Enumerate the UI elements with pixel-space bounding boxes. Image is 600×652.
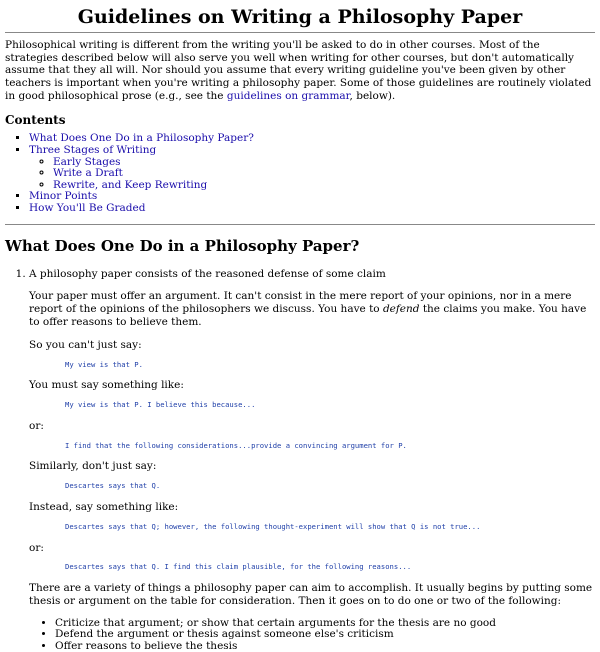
- toc-link-minor-points[interactable]: Minor Points: [29, 190, 98, 203]
- intro-text: Philosophical writing is different from the writing you'll be asked to do in other courses. Most of the strategies described below will also serve you well when writing for other courses, but don't automatically assume that they all will. Nor should you assume that every writing guideline you've been given by other teachers is important when you're writing a philosophy paper. Some of those guidelines are routinely violated in good philosophical prose (e.g., see the: [5, 38, 592, 102]
- example-code: My view is that P. I believe this because...: [65, 400, 256, 410]
- toc-item: [29, 145, 595, 191]
- cant-say-label: So you can't just say:: [29, 338, 142, 351]
- toc-link-early-stages[interactable]: Early Stages: [53, 155, 121, 168]
- emphasis-defend: defend: [382, 303, 420, 316]
- list-item: • Offer reasons to believe the thesis: [55, 641, 595, 652]
- toc-link-write-draft[interactable]: Write a Draft: [53, 167, 123, 180]
- item-title: A philosophy paper consists of the reasoned defense of some claim: [29, 267, 386, 280]
- variety-paragraph: There are a variety of things a philosophy paper can aim to accomplish. It usually begins by putting some thesis or argument on the table for consideration. Then it goes on to do one or two of the following:: [29, 582, 593, 607]
- or-label: or:: [29, 419, 44, 432]
- instead-label: Instead, say something like:: [29, 501, 179, 514]
- table-of-contents: [5, 133, 595, 214]
- section-divider: [5, 224, 595, 225]
- example-code: Descartes says that Q; however, the following thought-experiment will show that Q is not true...: [65, 521, 481, 531]
- section-list: [5, 268, 595, 652]
- grammar-guidelines-link[interactable]: guidelines on grammar: [226, 89, 350, 102]
- aims-list: [29, 618, 595, 652]
- list-item: • Defend the argument or thesis against someone else's criticism: [55, 629, 595, 641]
- toc-sublist: [29, 157, 595, 192]
- toc-link-what-does-one-do[interactable]: What Does One Do in a Philosophy Paper?: [29, 132, 254, 145]
- page-content: [0, 6, 600, 652]
- paragraph-text-end: the claims you make. You have to offer reasons to believe them.: [29, 303, 587, 328]
- example-code: I find that the following considerations...provide a convincing argument for P.: [65, 440, 407, 450]
- example-code: Descartes says that Q. I find this claim plausible, for the following reasons...: [65, 562, 412, 572]
- page-title: Guidelines on Writing a Philosophy Paper: [5, 6, 595, 33]
- intro-text-end: , below).: [349, 89, 396, 102]
- toc-link-how-graded[interactable]: How You'll Be Graded: [29, 201, 146, 214]
- example-code: My view is that P.: [65, 359, 143, 369]
- page-body: [0, 6, 600, 652]
- section-item: [29, 268, 595, 652]
- toc-subitem: [53, 180, 595, 192]
- must-say-label: You must say something like:: [29, 379, 184, 392]
- toc-item: [29, 203, 595, 215]
- paragraph-text: Your paper must offer an argument. It can't consist in the mere report of your opinions, nor in a mere report of the opinions of the philosophers we discuss. You have to: [29, 290, 572, 316]
- toc-link-three-stages[interactable]: Three Stages of Writing: [29, 143, 157, 156]
- example-code: Descartes says that Q.: [65, 481, 161, 491]
- contents-heading: Contents: [5, 112, 66, 127]
- similarly-label: Similarly, don't just say:: [29, 460, 157, 473]
- section-heading: What Does One Do in a Philosophy Paper?: [5, 237, 360, 256]
- intro-paragraph: [5, 39, 595, 103]
- toc-subitem: [53, 157, 595, 169]
- list-item: • Criticize that argument; or show that certain arguments for the thesis are no good: [55, 618, 595, 630]
- or-label: or:: [29, 541, 44, 554]
- toc-link-rewrite[interactable]: Rewrite, and Keep Rewriting: [53, 178, 208, 191]
- argument-paragraph: [29, 290, 595, 328]
